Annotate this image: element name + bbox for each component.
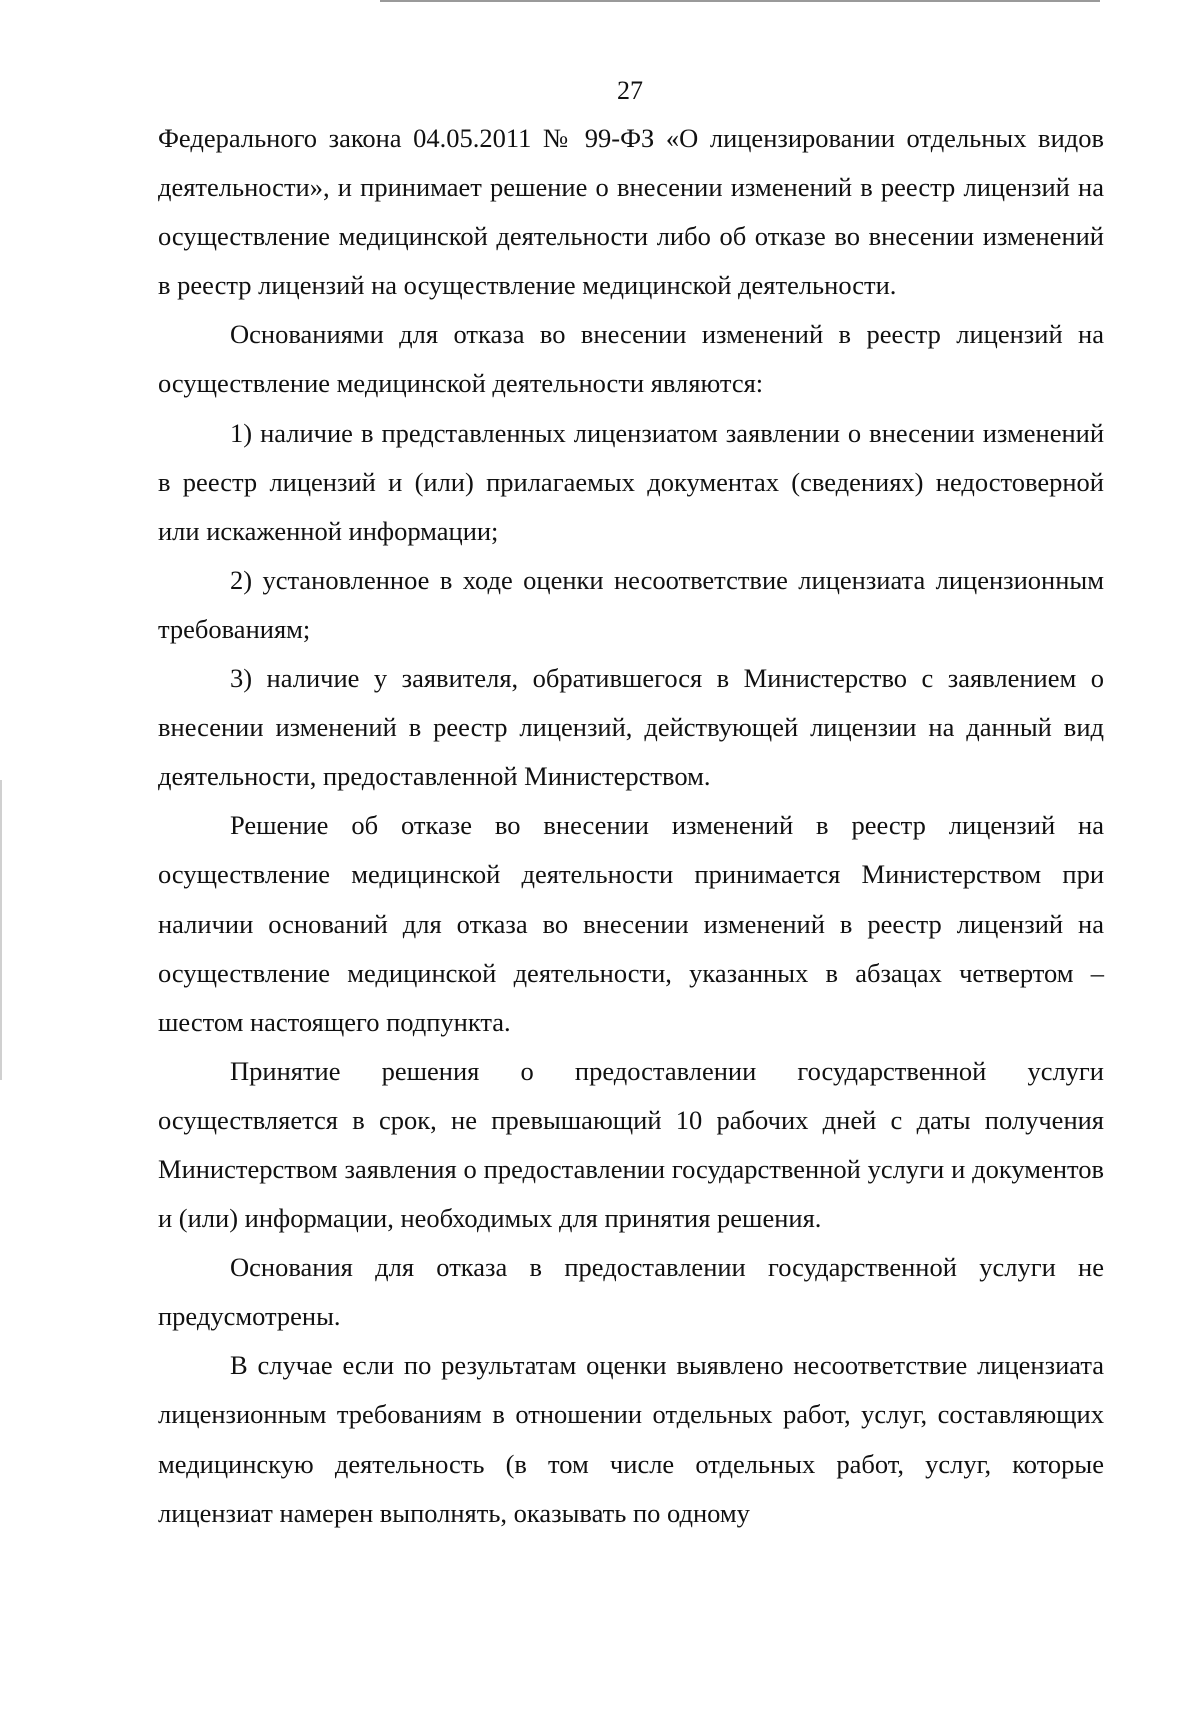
paragraph-nonconformity: В случае если по результатам оценки выявлено несоответствие лицензиата лицензионным требованиям в отношении отдельных работ, услуг, составляющих медицинскую деятельность (в том числе отдельных работ, услуг, которые лицензиат намерен выполнять, оказывать по одному — [158, 1350, 1104, 1528]
paragraph-refusal-decision: Решение об отказе во внесении изменений в реестр лицензий на осуществление медицинской деятельности принимается Министерством при наличии оснований для отказа во внесении изменений в реестр лицензий на осуществление медицинской деятельности, указанных в абзацах четвертом – шестом настоящего подпункта. — [158, 810, 1104, 1037]
scan-edge-left — [0, 780, 2, 1080]
paragraph-continuation: Федерального закона 04.05.2011 № 99-ФЗ «О лицензировании отдельных видов деятельности», и принимает решение о внесении изменений в реестр лицензий на осуществление медицинской деятельности либо об отказе во внесении изменений в реестр лицензий на осуществление медицинской деятельности. — [158, 123, 1104, 301]
document-body — [158, 114, 1104, 1538]
paragraph-no-refusal-grounds: Основания для отказа в предоставлении государственной услуги не предусмотрены. — [158, 1252, 1104, 1332]
paragraph-ground-3: 3) наличие у заявителя, обратившегося в Министерство с заявлением о внесении изменений в реестр лицензий, действующей лицензии на данный вид деятельности, предоставленной Министерством. — [158, 663, 1104, 792]
paragraph-decision-term: Принятие решения о предоставлении государственной услуги осуществляется в срок, не превышающий 10 рабочих дней с даты получения Министерством заявления о предоставлении государственной услуги и документов и (или) информации, необходимых для принятия решения. — [158, 1055, 1104, 1234]
paragraph-ground-2: 2) установленное в ходе оценки несоответствие лицензиата лицензионным требованиям; — [158, 564, 1104, 644]
paragraph-refusal-grounds-intro: Основаниями для отказа во внесении изменений в реестр лицензий на осуществление медицинской деятельности являются: — [158, 319, 1104, 399]
paragraph-ground-1: 1) наличие в представленных лицензиатом заявлении о внесении изменений в реестр лицензий и (или) прилагаемых документах (сведениях) недостоверной или искаженной информации; — [158, 417, 1104, 546]
page-number: 27 — [617, 76, 643, 105]
scan-edge-top — [380, 0, 1100, 2]
